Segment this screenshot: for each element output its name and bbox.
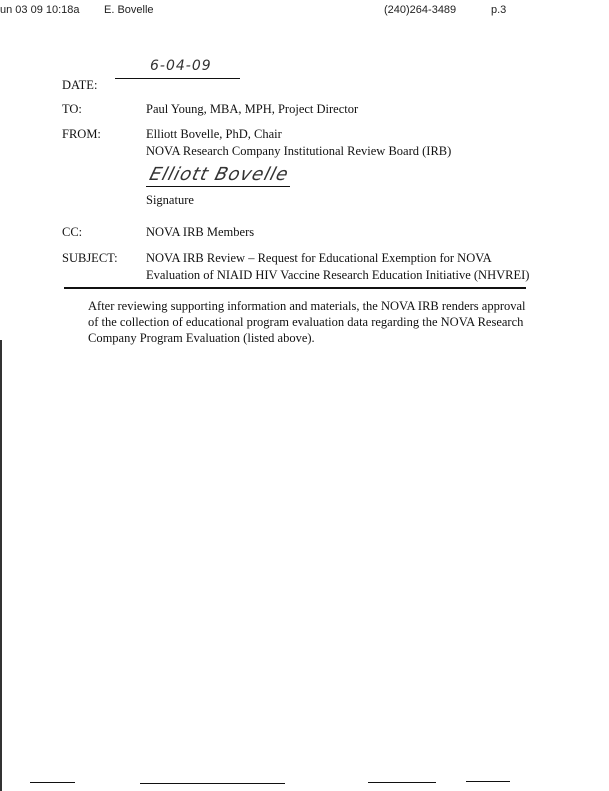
from-label: FROM: xyxy=(62,127,101,141)
divider xyxy=(64,287,526,289)
date-underline xyxy=(115,78,240,79)
from-line1: Elliott Bovelle, PhD, Chair xyxy=(146,127,282,141)
body-paragraph: After reviewing supporting information and materials, the NOVA IRB renders approval of the collection of educational program evaluation data regarding the NOVA Research Company Program Evaluation (listed above). xyxy=(88,299,526,345)
scan-artifact xyxy=(466,781,510,782)
scan-artifact xyxy=(368,782,436,783)
fax-page: p.3 xyxy=(491,4,507,16)
subject-label: SUBJECT: xyxy=(62,251,118,265)
date-label: DATE: xyxy=(62,78,98,92)
fax-phone: (240)264-3489 xyxy=(384,4,457,16)
cc-value: NOVA IRB Members xyxy=(146,225,255,239)
scan-artifact xyxy=(30,782,75,783)
date-value: 6-04-09 xyxy=(150,58,212,74)
to-label: TO: xyxy=(62,102,82,116)
scan-edge xyxy=(0,340,2,791)
to-value: Paul Young, MBA, MPH, Project Director xyxy=(146,102,359,116)
from-line2: NOVA Research Company Institutional Review Board (IRB) xyxy=(146,144,452,158)
signature: Elliott Bovelle xyxy=(147,164,292,185)
fax-sender: E. Bovelle xyxy=(104,4,154,16)
fax-datetime: un 03 09 10:18a xyxy=(0,4,80,16)
subject-line2: Evaluation of NIAID HIV Vaccine Research Education Initiative (NHVREI) xyxy=(146,268,530,282)
scan-artifact xyxy=(140,783,285,784)
signature-label: Signature xyxy=(146,193,194,207)
cc-label: CC: xyxy=(62,225,83,239)
signature-line xyxy=(146,186,290,187)
subject-line1: NOVA IRB Review – Request for Educational Exemption for NOVA xyxy=(146,251,492,265)
